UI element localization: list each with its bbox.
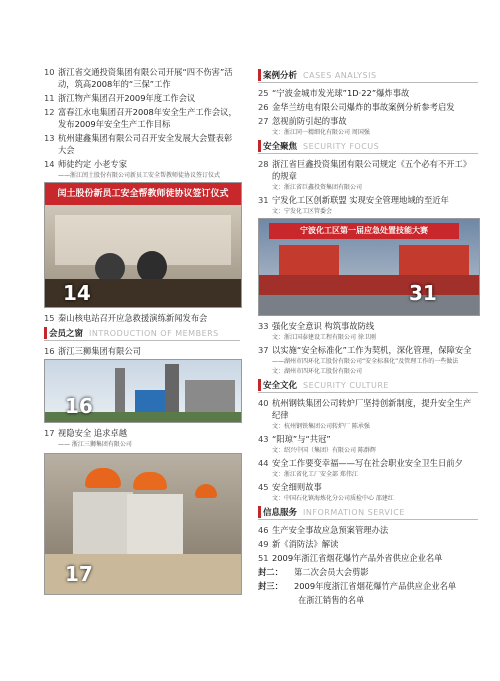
section-title: 安全文化 [258,379,297,391]
section-title: 会员之窗 [44,327,83,339]
entry-title: 第二次会员大会剪影 [294,567,369,577]
contents-entry[interactable] [44,132,240,156]
entry-title: 以实施“安全标准化”工作为契机，深化管理，保障安全 [272,345,472,355]
entry-title: 杭州建鑫集团有限公司召开安全发展大会暨表彰大会 [58,133,233,155]
item-credit: 文：绍兴中国（集团）有限公司 陈群辉 [272,447,376,454]
item-credit: 文：中国石化镇海炼化分公司质检中心 邵建红 [272,495,394,502]
entry-title: 浙江省交通投资集团有限公司开展“四不伤害”活动，筑高2008年的“三保”工作 [58,67,233,89]
photo-number: 16 [65,394,93,418]
entry-title: 金华兰纺电有限公司爆炸的事故案例分析参考启发 [272,102,455,112]
left-column [44,66,240,595]
page-number: 31 [258,195,269,205]
contents-entry[interactable] [44,312,240,324]
contents-entry[interactable] [44,106,240,130]
item-credit: 文：杭州钢铁集团公司转炉厂 陈承强 [272,423,370,430]
item-credit: —— 浙江三狮集团有限公司 [58,441,132,448]
entry-title: 安全细则故事 [272,482,322,492]
section-header-cases [258,69,478,83]
page-number: 43 [258,434,269,444]
entry-title: 2009年浙江省烟花爆竹产品外省供应企业名单 [272,553,443,563]
cover-label: 封三： [258,581,283,591]
section-header-focus [258,140,478,154]
photo-banner: 宁波化工区第一届应急处置技能大赛 [269,223,459,239]
page-number: 11 [44,93,55,103]
entry-title: 秦山核电站召开应急救援演练新闻发布会 [58,313,208,323]
cover-entry[interactable] [258,566,478,578]
photo-number: 14 [63,281,91,305]
entry-title: 杭州钢铁集团公司转炉厂坚持创新制度，提升安全生产纪律 [272,398,472,420]
page-number: 44 [258,458,269,468]
page-number: 14 [44,159,55,169]
entry-title: 视隐安全 追求卓越 [58,428,128,438]
section-header-members [44,327,240,341]
page-number: 12 [44,107,55,117]
contents-entry[interactable] [44,427,240,439]
contents-entry[interactable] [258,552,478,564]
entry-title: 在浙江销售的名单 [298,595,365,605]
entry-title: 2009年度浙江省烟花爆竹产品供应企业名单 [294,581,457,591]
contents-entry[interactable] [258,397,478,421]
page-number: 16 [44,346,55,356]
section-header-info [258,506,478,520]
page-number: 37 [258,345,269,355]
page-number: 15 [44,313,55,323]
page-number: 51 [258,553,269,563]
contents-entry[interactable] [258,158,478,182]
contents-entry[interactable] [258,344,478,356]
contents-entry[interactable] [258,433,478,445]
contents-entry[interactable] [258,457,478,469]
item-credit: 文：湖州市四环化工股份有限公司 [272,368,363,375]
cover-label: 封二： [258,567,283,577]
entry-title: 强化安全意识 构筑事故防线 [272,321,375,331]
section-title: 信息服务 [258,506,297,518]
entry-title: 浙江省巨鑫投资集团有限公司规定《五个必有不开工》的规章 [272,159,472,181]
page-number: 27 [258,116,269,126]
cover-tail [258,594,478,606]
item-credit: 文：宁发化工区管委会 [272,208,333,215]
entry-title: 安全工作要变幸福——写在社会职业安全卫生日前夕 [272,458,463,468]
cover-entry[interactable] [258,580,478,592]
page-number: 45 [258,482,269,492]
page-number: 46 [258,525,269,535]
page-number: 40 [258,398,269,408]
entry-title: 忽视前防引起的事故 [272,116,347,126]
contents-entry[interactable] [258,524,478,536]
entry-title: 浙江三狮集团有限公司 [58,346,141,356]
page-number: 28 [258,159,269,169]
item-credit: 文：浙江省巨鑫投资集团有限公司 [272,184,363,191]
contents-entry[interactable] [258,115,478,127]
entry-title: 浙江物产集团召开2009年度工作会议 [58,93,196,103]
item-credit: 文：浙江同一精细化有限公司 周国强 [272,129,370,136]
item-credit: ——浙江闰土股份有限公司新员工安全帮教师徒协议签订仪式 [58,172,221,179]
contents-entry[interactable] [44,345,240,357]
contents-entry[interactable] [258,87,478,99]
section-subtitle: INTRODUCTION OF MEMBERS [89,329,219,338]
entry-title: “宁波金城市发光球”1D·22”爆炸事故 [272,88,410,98]
page-number: 26 [258,102,269,112]
item-credit: 文：浙江国泰建设工程有限公司 徐卫刚 [272,334,376,341]
right-column [258,66,478,608]
entry-title: 师徒约定 小老专家 [58,159,128,169]
section-subtitle: CASES ANALYSIS [303,71,377,80]
entry-title: 宁发化工区创新联盟 实现安全管理地域的至近年 [272,195,449,205]
entry-title: 生产安全事故应急预案管理办法 [272,525,389,535]
page-number: 25 [258,88,269,98]
page-number: 33 [258,321,269,331]
photo-16 [44,359,242,423]
photo-number: 17 [65,562,93,586]
contents-entry[interactable] [258,538,478,550]
entry-title: 新《消防法》解读 [272,539,339,549]
page-number: 10 [44,67,55,77]
section-title: 安全聚焦 [258,140,297,152]
entry-title: 富春江水电集团召开2008年安全生产工作会议，发布2009年安全生产工作目标 [58,107,237,129]
section-subtitle: INFORMATION SERVICE [303,508,405,517]
section-subtitle: SECURITY FOCUS [303,142,380,151]
contents-entry[interactable] [258,481,478,493]
contents-entry[interactable] [44,158,240,170]
contents-entry[interactable] [258,194,478,206]
photo-31 [258,218,480,316]
item-credit: ——湖州市四环化工股份有限公司“安全标准化”及管理工作的一些做法 [272,358,459,365]
page-number: 17 [44,428,55,438]
section-subtitle: SECURITY CULTURE [303,381,389,390]
contents-entry[interactable] [258,101,478,113]
contents-entry[interactable] [44,66,240,90]
entry-title: “阳琼”与“共冠” [272,434,331,444]
contents-entry[interactable] [258,320,478,332]
contents-entry[interactable] [44,92,240,104]
photo-14 [44,182,242,308]
page-number: 13 [44,133,55,143]
photo-17 [44,453,242,595]
photo-number: 31 [409,281,437,305]
item-credit: 文：浙江省化工厂安全部 郑伟江 [272,471,358,478]
page-number: 49 [258,539,269,549]
section-title: 案例分析 [258,69,297,81]
section-header-culture [258,379,478,393]
photo-banner: 闰土股份新员工安全帮教师徒协议签订仪式 [45,183,241,205]
